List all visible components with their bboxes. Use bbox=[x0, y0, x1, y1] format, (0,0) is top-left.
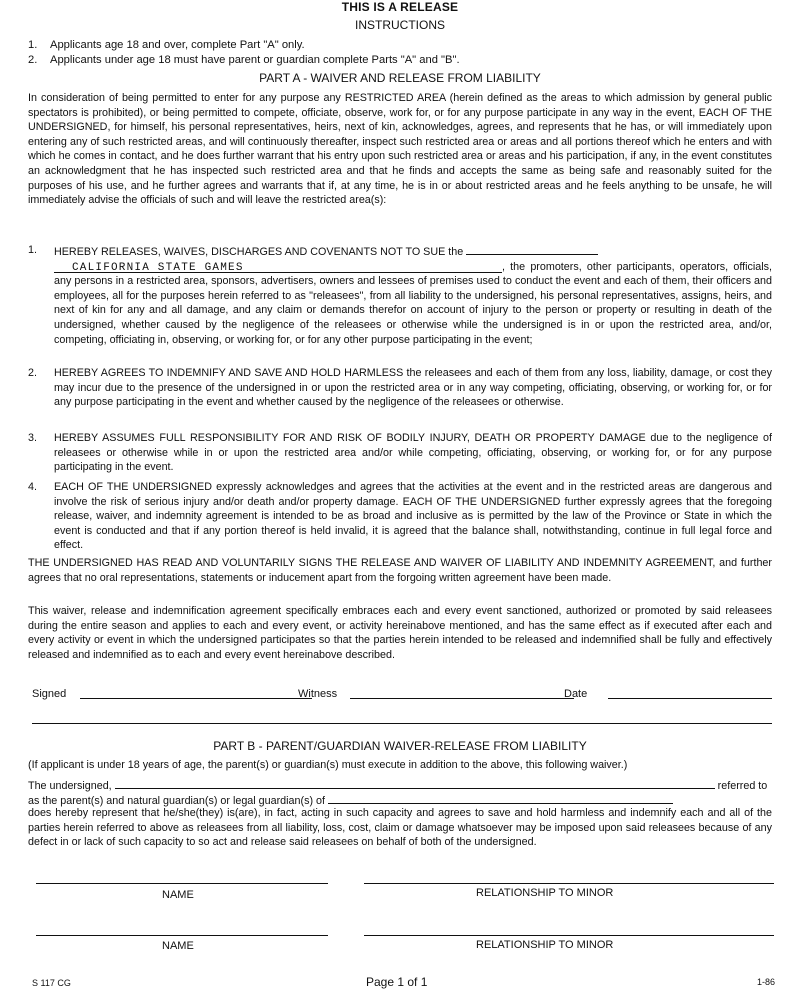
acknowledgment-paragraph: THE UNDERSIGNED HAS READ AND VOLUNTARILY SIGNS THE RELEASE AND WAIVER OF LIABILITY AND INDEMNITY AGREEMENT, and further agrees that no oral representations, statements or inducement apart from the forgoing written agreement have been made. bbox=[28, 557, 772, 584]
guardian-2-relationship-caption: RELATIONSHIP TO MINOR bbox=[476, 939, 614, 951]
guardian-1-name-line[interactable] bbox=[36, 883, 328, 884]
date-field[interactable] bbox=[608, 687, 772, 699]
clause-3 bbox=[28, 431, 772, 475]
revision-date: 1-86 bbox=[757, 977, 776, 987]
releasee-name-field[interactable]: CALIFORNIA STATE GAMES bbox=[54, 261, 502, 273]
instruction-item-1 bbox=[28, 39, 768, 52]
instruction-number: 2. bbox=[28, 54, 38, 66]
referred-to-label: referred to bbox=[717, 780, 768, 792]
instruction-number: 1. bbox=[28, 39, 38, 51]
intro-paragraph: In consideration of being permitted to enter for any purpose any RESTRICTED AREA (herein defined as the areas to which admission by general public spectators is prohibited), or being permitted to compete, officiate, observe, work for, or for any purpose participate in any way in the event, EACH OF THE UNDERSIGNED, for himself, his personal representatives, heirs, next of kin, acknowledges, agrees, and represents that he has, or will immediately upon entering any of such restricted areas, and will continuously thereafter, inspect such restricted area or areas and all portions thereof which he enters and with which he comes in contact, and he does further warrant that his entry upon such restricted area or areas and his participation, if any, in the event constitutes an acknowledgment that he has inspected such restricted area and that he finds and accepts the same as being safe and reasonably suited for the purposes of his use, and he further agrees and warrants that if, at any time, he is in or about restricted areas and he feels anything to be unsafe, he will immediately advise the officials of such and will leave the restricted area(s): bbox=[28, 92, 772, 207]
instructions-heading: INSTRUCTIONS bbox=[355, 18, 445, 32]
releasee-blank-line bbox=[466, 243, 598, 255]
date-label: Date bbox=[564, 688, 588, 700]
clause-2 bbox=[28, 366, 772, 410]
instruction-item-2 bbox=[28, 54, 768, 67]
clause-1-body: , the promoters, other participants, operators, officials, any persons in a restricted area, sponsors, advertisers, owners and lessees of premises used to conduct the event and each of them, their officers and employees, all for the purposes herein referred to as "releasees", from all liability to the undersigned, his personal representatives, assigns, heirs, and next of kin for any and all damage, and any claim or demands therefor on account of injury to the person or property or resulting in death of the undersigned, whether caused by the negligence of the releasees or otherwise while the undersigned is in or upon the restricted area, and/or, competing, officiating in, observing, or working for, or for any other purpose participating in the event; bbox=[54, 260, 772, 346]
clause-3-body: HEREBY ASSUMES FULL RESPONSIBILITY FOR AND RISK OF BODILY INJURY, DEATH OR PROPERTY DAMAGE due to the negligence of releasees or otherwise while in or upon the restricted area and/or while competing, officiating, observing, or working for, or for any purpose participating in the event. bbox=[54, 432, 772, 474]
part-a-heading: PART A - WAIVER AND RELEASE FROM LIABILITY bbox=[259, 71, 541, 85]
form-number: S 117 CG bbox=[32, 978, 71, 988]
guardian-1-relationship-line[interactable] bbox=[364, 883, 774, 884]
clause-number: 1. bbox=[28, 244, 37, 256]
page-indicator: Page 1 of 1 bbox=[366, 975, 428, 989]
undersigned-field[interactable] bbox=[115, 777, 715, 789]
guardian-2-relationship-line[interactable] bbox=[364, 935, 774, 936]
clause-1-lead: HEREBY RELEASES, WAIVES, DISCHARGES AND COVENANTS NOT TO SUE the bbox=[54, 246, 464, 258]
undersigned-label: The undersigned, bbox=[28, 780, 112, 792]
scope-paragraph: This waiver, release and indemnification agreement specifically embraces each and every event sanctioned, authorized or promoted by said releasees during the entire season and applies to each and every event, or activity hereinabove mentioned, and has the same effect as if executed after each and every activity or event in which the undersigned participates so that the parties herein intended to be released and indemnified shall be fully and effectively released and indemnified as to each and every event hereinabove described. bbox=[28, 605, 772, 661]
part-b-body: does hereby represent that he/she(they) is(are), in fact, acting in such capacity and agrees to save and hold harmless and indemnify each and all of the parties herein referred to above as releasees from all liability, loss, cost, claim or damage whatsoever may be imposed upon said releasees because of any defect in or lack of such capacity to so act and release said releasees on behalf of both of the undersigned. bbox=[28, 807, 772, 849]
document-title: THIS IS A RELEASE bbox=[341, 0, 459, 14]
signed-label: Signed bbox=[32, 688, 67, 700]
part-b-heading: PART B - PARENT/GUARDIAN WAIVER-RELEASE FROM LIABILITY bbox=[213, 739, 587, 753]
signature-row bbox=[32, 688, 772, 704]
witness-label: Witness bbox=[298, 688, 338, 700]
minor-name-field[interactable] bbox=[328, 792, 673, 804]
clause-number: 4. bbox=[28, 481, 37, 493]
signed-field[interactable] bbox=[80, 687, 312, 699]
witness-field[interactable] bbox=[350, 687, 574, 699]
clause-number: 3. bbox=[28, 432, 37, 444]
guardian-1-relationship-caption: RELATIONSHIP TO MINOR bbox=[476, 887, 614, 899]
instruction-text: Applicants under age 18 must have parent or guardian complete Parts "A" and "B". bbox=[50, 54, 460, 66]
guardian-2-name-line[interactable] bbox=[36, 935, 328, 936]
clause-2-body: HEREBY AGREES TO INDEMNIFY AND SAVE AND HOLD HARMLESS the releasees and each of them from any loss, liability, damage, or cost they may incur due to the presence of the undersigned in or upon the restricted area or in any way competing, officiating, observing, or working for, or for any purpose participating in the event and whether caused by the negligence of the releasees or otherwise. bbox=[54, 367, 772, 409]
section-divider bbox=[32, 723, 772, 724]
clause-number: 2. bbox=[28, 367, 37, 379]
instruction-text: Applicants age 18 and over, complete Part "A" only. bbox=[50, 39, 305, 51]
clause-1 bbox=[28, 243, 772, 347]
parent-guardian-label: as the parent(s) and natural guardian(s) or legal guardian(s) of bbox=[28, 795, 325, 807]
guardian-2-name-caption: NAME bbox=[162, 940, 194, 952]
part-b-note: (If applicant is under 18 years of age, the parent(s) or guardian(s) must execute in addition to the above, this following waiver.) bbox=[28, 759, 628, 771]
clause-4 bbox=[28, 480, 772, 553]
guardian-1-name-caption: NAME bbox=[162, 889, 194, 901]
clause-4-body: EACH OF THE UNDERSIGNED expressly acknowledges and agrees that the activities at the event and in the restricted areas are dangerous and involve the risk of serious injury and/or death and/or property damage. EACH OF THE UNDERSIGNED further expressly agrees that the foregoing release, waiver, and indemnity agreement is intended to be as broad and inclusive as is permitted by the law of the Province or State in which the event is conducted and that if any portion thereof is held invalid, it is agreed that the balance shall, notwithstanding, continue in full legal force and effect. bbox=[54, 481, 772, 552]
